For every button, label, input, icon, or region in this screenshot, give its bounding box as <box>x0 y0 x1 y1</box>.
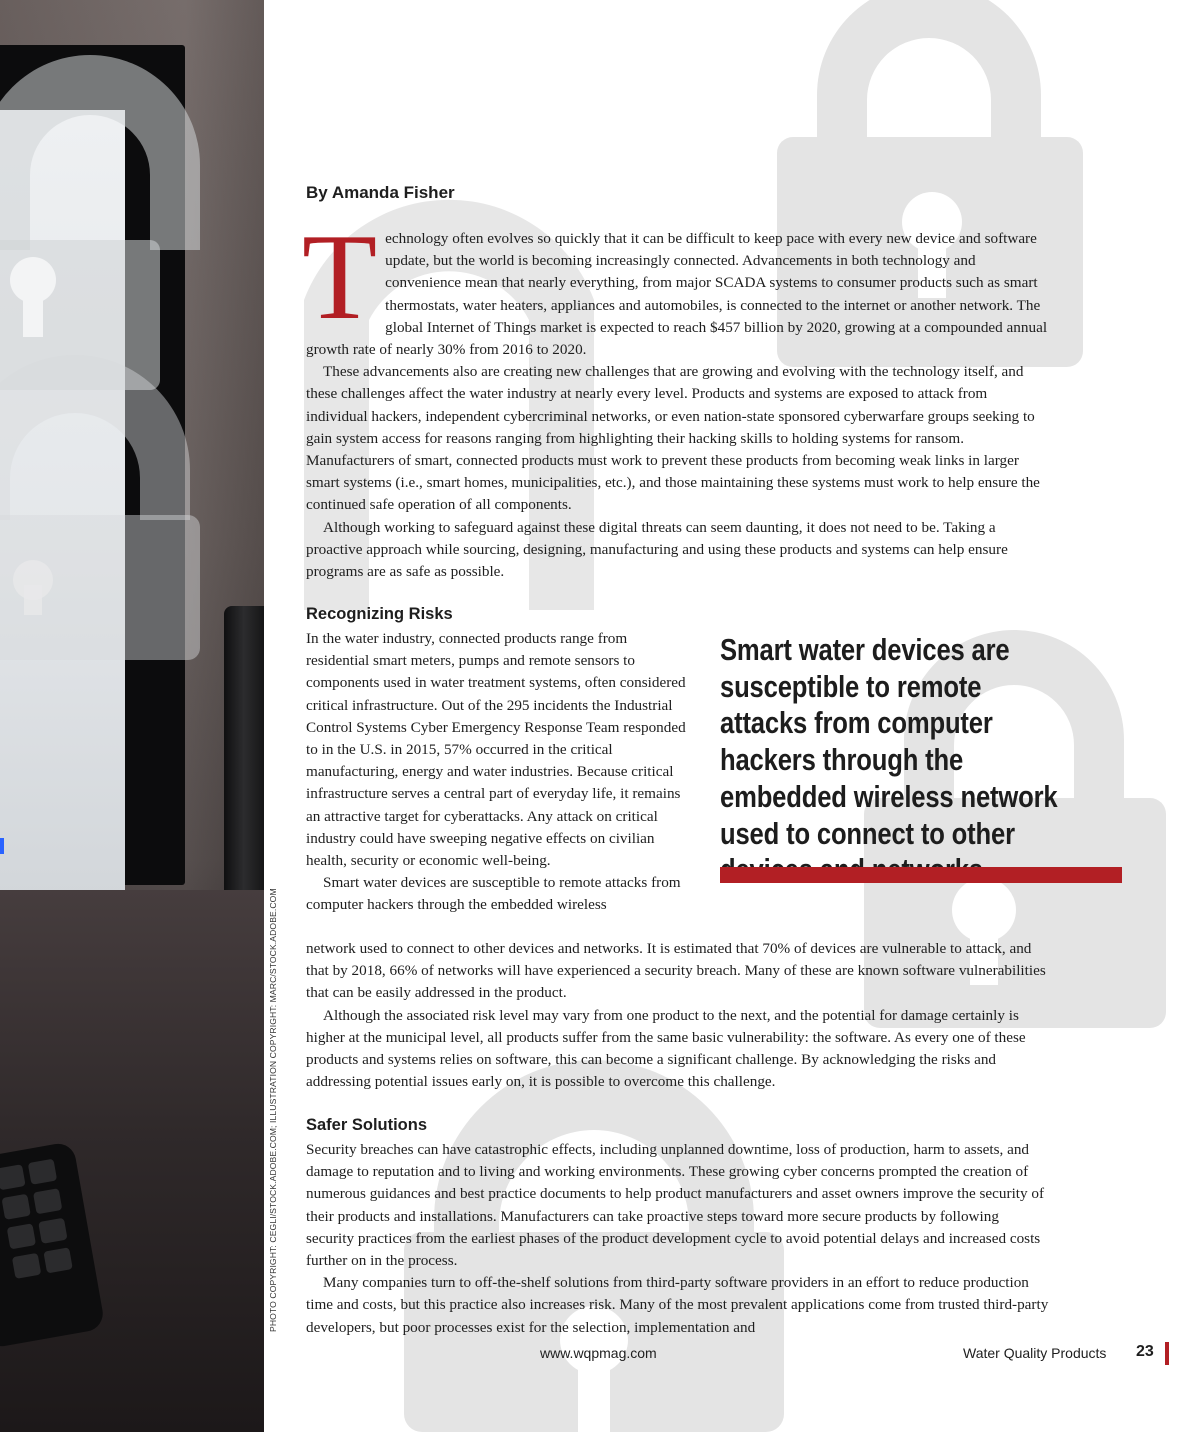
page-number: 23 <box>1136 1343 1154 1360</box>
paragraph: These advancements also are creating new challenges that are growing and evolving with the technology itself, and these challenges affect the water industry at nearly every level. Products and systems are exposed to attack from individual hackers, independent cybercriminal networks, or even nation-state sponsored cyberwarfare groups seeking to gain system access for reasons ranging from highlighting their hacking skills to holding systems for ransom. Manufacturers of smart, connected products must work to prevent these products from becoming weak links in larger smart systems (i.e., smart homes, municipalities, etc.), and those maintaining these systems must work to help ensure the continued safe operation of all components. <box>306 363 1040 514</box>
solutions-text <box>306 1139 1050 1339</box>
intro-paragraph: Technology often evolves so quickly that it can be difficult to keep pace with every new device and software update, but the world is becoming increasingly connected. Advancements in both technology and convenience mean that nearly everything, from major SCADA systems to consumer products such as smart thermostats, water heaters, appliances and automobiles, is connected to the internet or another network. The global Internet of Things market is expected to reach $457 billion by 2020, growing at a compounded annual growth rate of nearly 30% from 2016 to 2020. <box>302 208 1048 359</box>
paragraph: network used to connect to other devices and networks. It is estimated that 70% of devices are vulnerable to attack, and that by 2018, 66% of networks will have experienced a security breach. Many of these are known software vulnerabilities that can be easily addressed in the product. <box>306 940 1046 1002</box>
drop-cap: T <box>302 208 378 345</box>
footer-accent-bar <box>1165 1342 1169 1365</box>
cover-photo <box>0 0 264 1432</box>
paragraph: Smart water devices are susceptible to remote attacks from computer hackers through the embedded wireless <box>306 874 681 914</box>
paragraph: Although the associated risk level may vary from one product to the next, and the potential for damage certainly is higher at the municipal level, all products suffer from the same basic vulnerability: the software. As every one of these products and systems relies on software, this can become a significant challenge. By acknowledging the risks and addressing potential issues early on, it is possible to overcome this challenge. <box>306 1006 1026 1091</box>
risks-column-text <box>306 628 694 917</box>
footer-url[interactable]: www.wqpmag.com <box>540 1345 657 1361</box>
byline: By Amanda Fisher <box>306 183 455 202</box>
section-heading-solutions: Safer Solutions <box>306 1116 428 1134</box>
pull-quote: Smart water devices are susceptible to remote attacks from computer hackers through the embedded wireless network used to connect to other <box>720 633 1058 851</box>
paragraph: Security breaches can have catastrophic effects, including unplanned downtime, loss of production, harm to assets, and damage to reputation and to living and working environments. These growing cyber concerns prompted the creation of numerous guidances and best practice documents to help product manufacturers and asset owners improve the security of their products and installations. Manufacturers can take proactive steps toward more secure products by following security practices from the earliest phases of the product development cycle to avoid potential delays and increased costs further on in the process. <box>306 1141 1045 1270</box>
paragraph: Many companies turn to off-the-shelf solutions from third-party software providers in an effort to reduce production time and costs, but this practice also increases risk. Many of the most prevalent applications come from trusted third-party developers, but poor processes exist for the selection, implementation and <box>306 1274 1049 1336</box>
risks-full-text <box>306 938 1050 1093</box>
section-heading-risks: Recognizing Risks <box>306 605 453 623</box>
intro-text <box>302 208 1048 583</box>
photo-credit: PHOTO COPYRIGHT: CEGLI/STOCK.ADOBE.COM; ILLUSTRATION COPYRIGHT: MARC/STOCK.ADOBE.COM <box>268 888 278 1332</box>
footer-magazine-name: Water Quality Products <box>963 1345 1107 1361</box>
paragraph: In the water industry, connected products range from residential smart meters, pumps and remote sensors to components used in water treatment systems, often considered critical infrastructure. Out of the 295 incidents the Industrial Control Systems Cyber Emergency Response Team responded to in the U.S. in 2015, 57% occurred in the critical manufacturing, energy and water industries. Because critical infrastructure serves a central part of everyday life, it remains an attractive target for cyberattacks. Any attack on critical industry could have sweeping negative effects on civilian health, security or economic well-being. <box>306 630 686 870</box>
padlock-icon <box>0 0 264 1432</box>
paragraph: Although working to safeguard against these digital threats can seem daunting, it does not need to be. Taking a proactive approach while sourcing, designing, manufacturing and using these products and systems can help ensure programs are as safe as possible. <box>306 518 1008 581</box>
pull-quote-rule <box>720 867 1122 883</box>
